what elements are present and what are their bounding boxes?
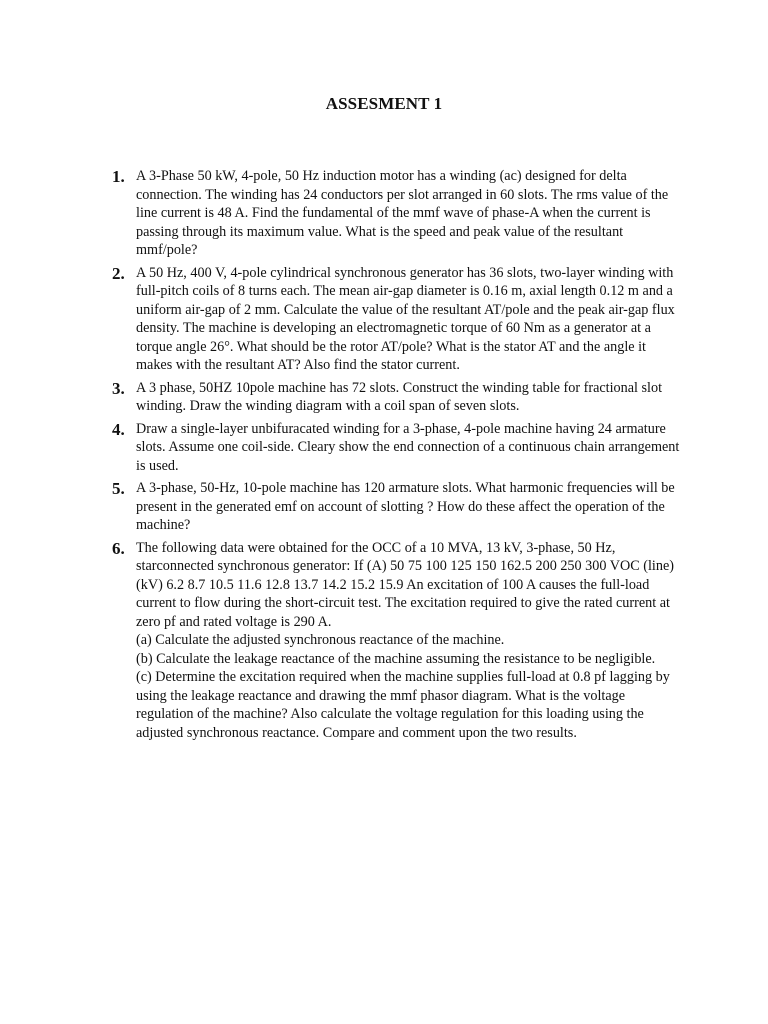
question-text: Draw a single-layer unbifuracated winding for a 3-phase, 4-pole machine having 24 armature slots. Assume one coil-side. Cleary show the end connection of a continuous chain arrangement is used. [136, 420, 680, 474]
question-number: 5. [112, 479, 125, 498]
question-text: A 3-Phase 50 kW, 4-pole, 50 Hz induction motor has a winding (ac) designed for delta connection. The winding has 24 conductors per slot arranged in 60 slots. The rms value of the line current is 48 A. Find the fundamental of the mmf wave of phase-A when the current is passing through its maximum value. What is the speed and peak value of the resultant mmf/pole? [136, 168, 669, 258]
question-list [108, 167, 680, 746]
question-number: 4. [112, 419, 125, 439]
question-text: The following data were obtained for the OCC of a 10 MVA, 13 kV, 3-phase, 50 Hz, starconnected synchronous generator: If (A) 50 75 100 125 150 162.5 200 250 300 VOC (line) (kV) 6.2 8.7 10.5 11.6 12.8 13.7 14.2 15.2 15.9 An excitation of 100 A causes the full-load current to flow during the short-circuit test. The excitation required to give the rated current at zero pf and rated voltage is 290 A. [136, 539, 674, 630]
question-number: 3. [112, 378, 125, 398]
question-item-5 [108, 479, 680, 535]
question-text: A 3 phase, 50HZ 10pole machine has 72 slots. Construct the winding table for fractional slot winding. Draw the winding diagram with a coil span of seven slots. [136, 379, 663, 414]
question-item-2 [108, 264, 680, 375]
question-text: A 3-phase, 50-Hz, 10-pole machine has 120 armature slots. What harmonic frequencies will be present in the generated emf on account of slotting ? How do these affect the operation of the machine? [136, 480, 675, 533]
question-item-6 [108, 539, 680, 743]
question-item-3 [108, 379, 680, 416]
question-item-4 [108, 420, 680, 476]
question-number: 2. [112, 263, 125, 283]
question-subpart-a: (a) Calculate the adjusted synchronous reactance of the machine. [136, 632, 505, 648]
question-item-1 [108, 167, 680, 260]
page-title: ASSESMENT 1 [325, 94, 443, 113]
question-number: 6. [112, 538, 125, 558]
question-subpart-c: (c) Determine the excitation required when the machine supplies full-load at 0.8 pf lagging by using the leakage reactance and drawing the mmf phasor diagram. What is the voltage regulation of the machine? Also calculate the voltage regulation for this loading using the adjusted synchronous reactance. Compare and comment upon the two results. [136, 669, 670, 741]
question-number: 1. [112, 167, 125, 186]
question-subpart-b: (b) Calculate the leakage reactance of the machine assuming the resistance to be negligible. [136, 650, 656, 667]
question-text: A 50 Hz, 400 V, 4-pole cylindrical synchronous generator has 36 slots, two-layer winding with full-pitch coils of 8 turns each. The mean air-gap diameter is 0.16 m, axial length 0.12 m and a uniform air-gap of 2 mm. Calculate the value of the resultant AT/pole and the peak air-gap flux density. The machine is developing an electromagnetic torque of 60 Nm as a generator at a torque angle 26°. What should be the rotor AT/pole? What is the stator AT and the angle it makes with the resultant AT? Also find the stator current. [136, 264, 675, 373]
